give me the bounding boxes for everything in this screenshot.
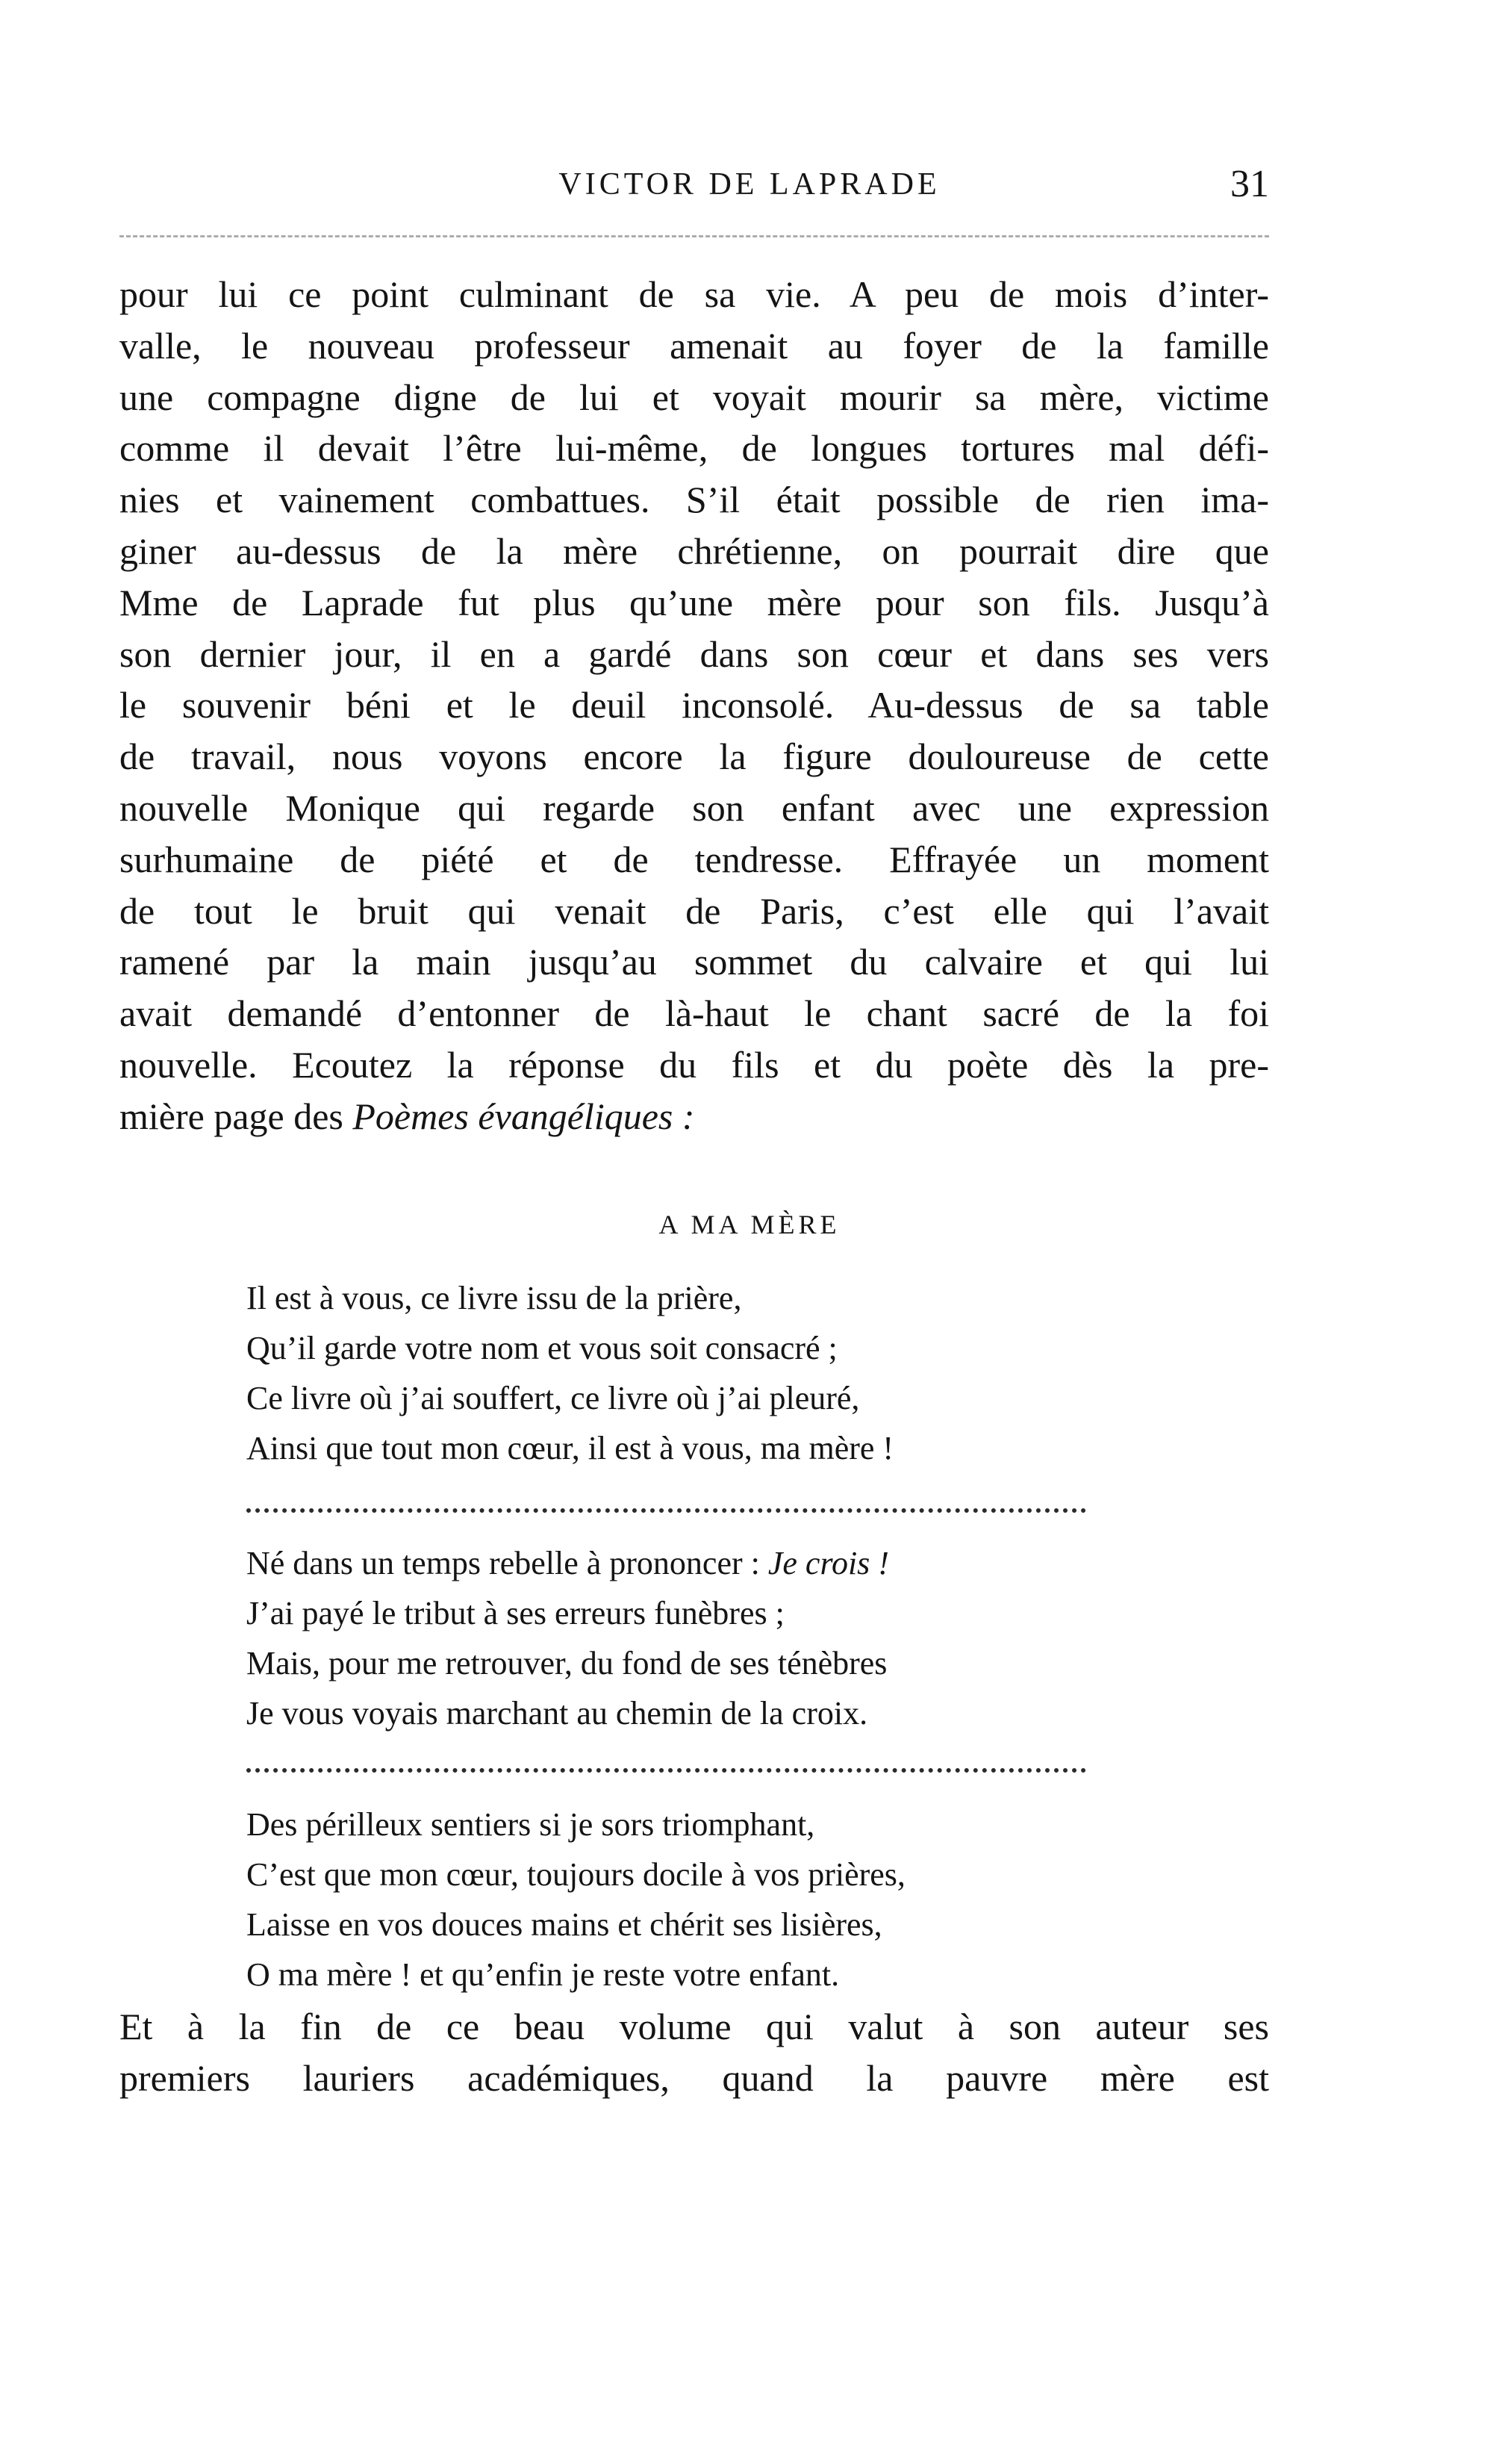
page-number: 31	[1230, 163, 1269, 205]
text-line: pour lui ce point culminant de sa vie. A peu de mois d’inter-	[119, 273, 1269, 315]
verse-line: O ma mère ! et qu’enfin je reste votre enfant.	[246, 1956, 840, 1993]
verse-line: Je vous voyais marchant au chemin de la croix.	[246, 1695, 868, 1732]
text-line: son dernier jour, il en a gardé dans son cœur et dans ses vers	[119, 632, 1269, 675]
paragraph-1	[119, 269, 1269, 1142]
poem-stanza-2	[246, 1538, 1142, 1738]
poem-stanza-1	[246, 1273, 1142, 1473]
text-line: surhumaine de piété et de tendresse. Effrayée un moment	[119, 838, 1269, 880]
text-line: nouvelle. Ecoutez la réponse du fils et du poète dès la pre-	[119, 1043, 1269, 1086]
verse-line: C’est que mon cœur, toujours docile à vos prières,	[246, 1856, 906, 1893]
text-line-last-prefix: mière page des	[119, 1095, 353, 1137]
verse-line-prefix: Né dans un temps rebelle à prononcer :	[246, 1545, 768, 1581]
text-line: avait demandé d’entonner de là-haut le chant sacré de la foi	[119, 992, 1269, 1035]
header-rule	[119, 235, 1269, 237]
verse-line: Laisse en vos douces mains et chérit ses lisières,	[246, 1906, 882, 1943]
text-line: Et à la fin de ce beau volume qui valut à son auteur ses	[119, 2006, 1269, 2047]
book-title-italic: Poèmes évangéliques :	[352, 1095, 695, 1137]
text-line: le souvenir béni et le deuil inconsolé. Au-dessus de sa table	[119, 684, 1269, 727]
verse-line: Mais, pour me retrouver, du fond de ses ténèbres	[246, 1645, 888, 1681]
verse-line: Ce livre où j’ai souffert, ce livre où j’ai pleuré,	[246, 1380, 860, 1416]
text-line: de tout le bruit qui venait de Paris, c’est elle qui l’avait	[119, 889, 1269, 932]
text-line: Mme de Laprade fut plus qu’une mère pour son fils. Jusqu’à	[119, 581, 1269, 623]
text-line: nouvelle Monique qui regarde son enfant avec une expression	[119, 786, 1269, 829]
verse-line: Ainsi que tout mon cœur, il est à vous, ma mère !	[246, 1430, 894, 1466]
poem-title: A MA MÈRE	[658, 1210, 841, 1239]
poem-stanza-3	[246, 1799, 1142, 2000]
verse-line	[246, 1538, 1142, 1588]
verse-italic: Je crois !	[767, 1545, 889, 1581]
verse-line: Qu’il garde votre nom et vous soit consacré ;	[246, 1330, 838, 1366]
text-line: une compagne digne de lui et voyait mourir sa mère, victime	[119, 376, 1269, 418]
text-line: premiers lauriers académiques, quand la pauvre mère est	[119, 2056, 1269, 2099]
verse-line: Il est à vous, ce livre issu de la prière,	[246, 1280, 742, 1316]
text-line: de travail, nous voyons encore la figure douloureuse de cette	[119, 735, 1269, 778]
text-line: comme il devait l’être lui-même, de longues tortures mal défi-	[119, 427, 1269, 470]
text-line: nies et vainement combattues. S’il était possible de rien ima-	[119, 479, 1269, 521]
paragraph-2	[119, 2001, 1269, 2104]
ellipsis-dotted-line	[246, 1508, 1086, 1513]
ellipsis-dotted-line	[246, 1768, 1086, 1773]
verse-line: J’ai payé le tribut à ses erreurs funèbres ;	[246, 1595, 785, 1631]
text-line: valle, le nouveau professeur amenait au foyer de la famille	[119, 324, 1269, 367]
verse-line: Des périlleux sentiers si je sors triomphant,	[246, 1806, 815, 1843]
text-line: giner au-dessus de la mère chrétienne, on pourrait dire que	[119, 529, 1269, 572]
text-line-last	[119, 1091, 1269, 1142]
running-header-title: VICTOR DE LAPRADE	[558, 167, 941, 202]
text-line: ramené par la main jusqu’au sommet du calvaire et qui lui	[119, 941, 1269, 983]
